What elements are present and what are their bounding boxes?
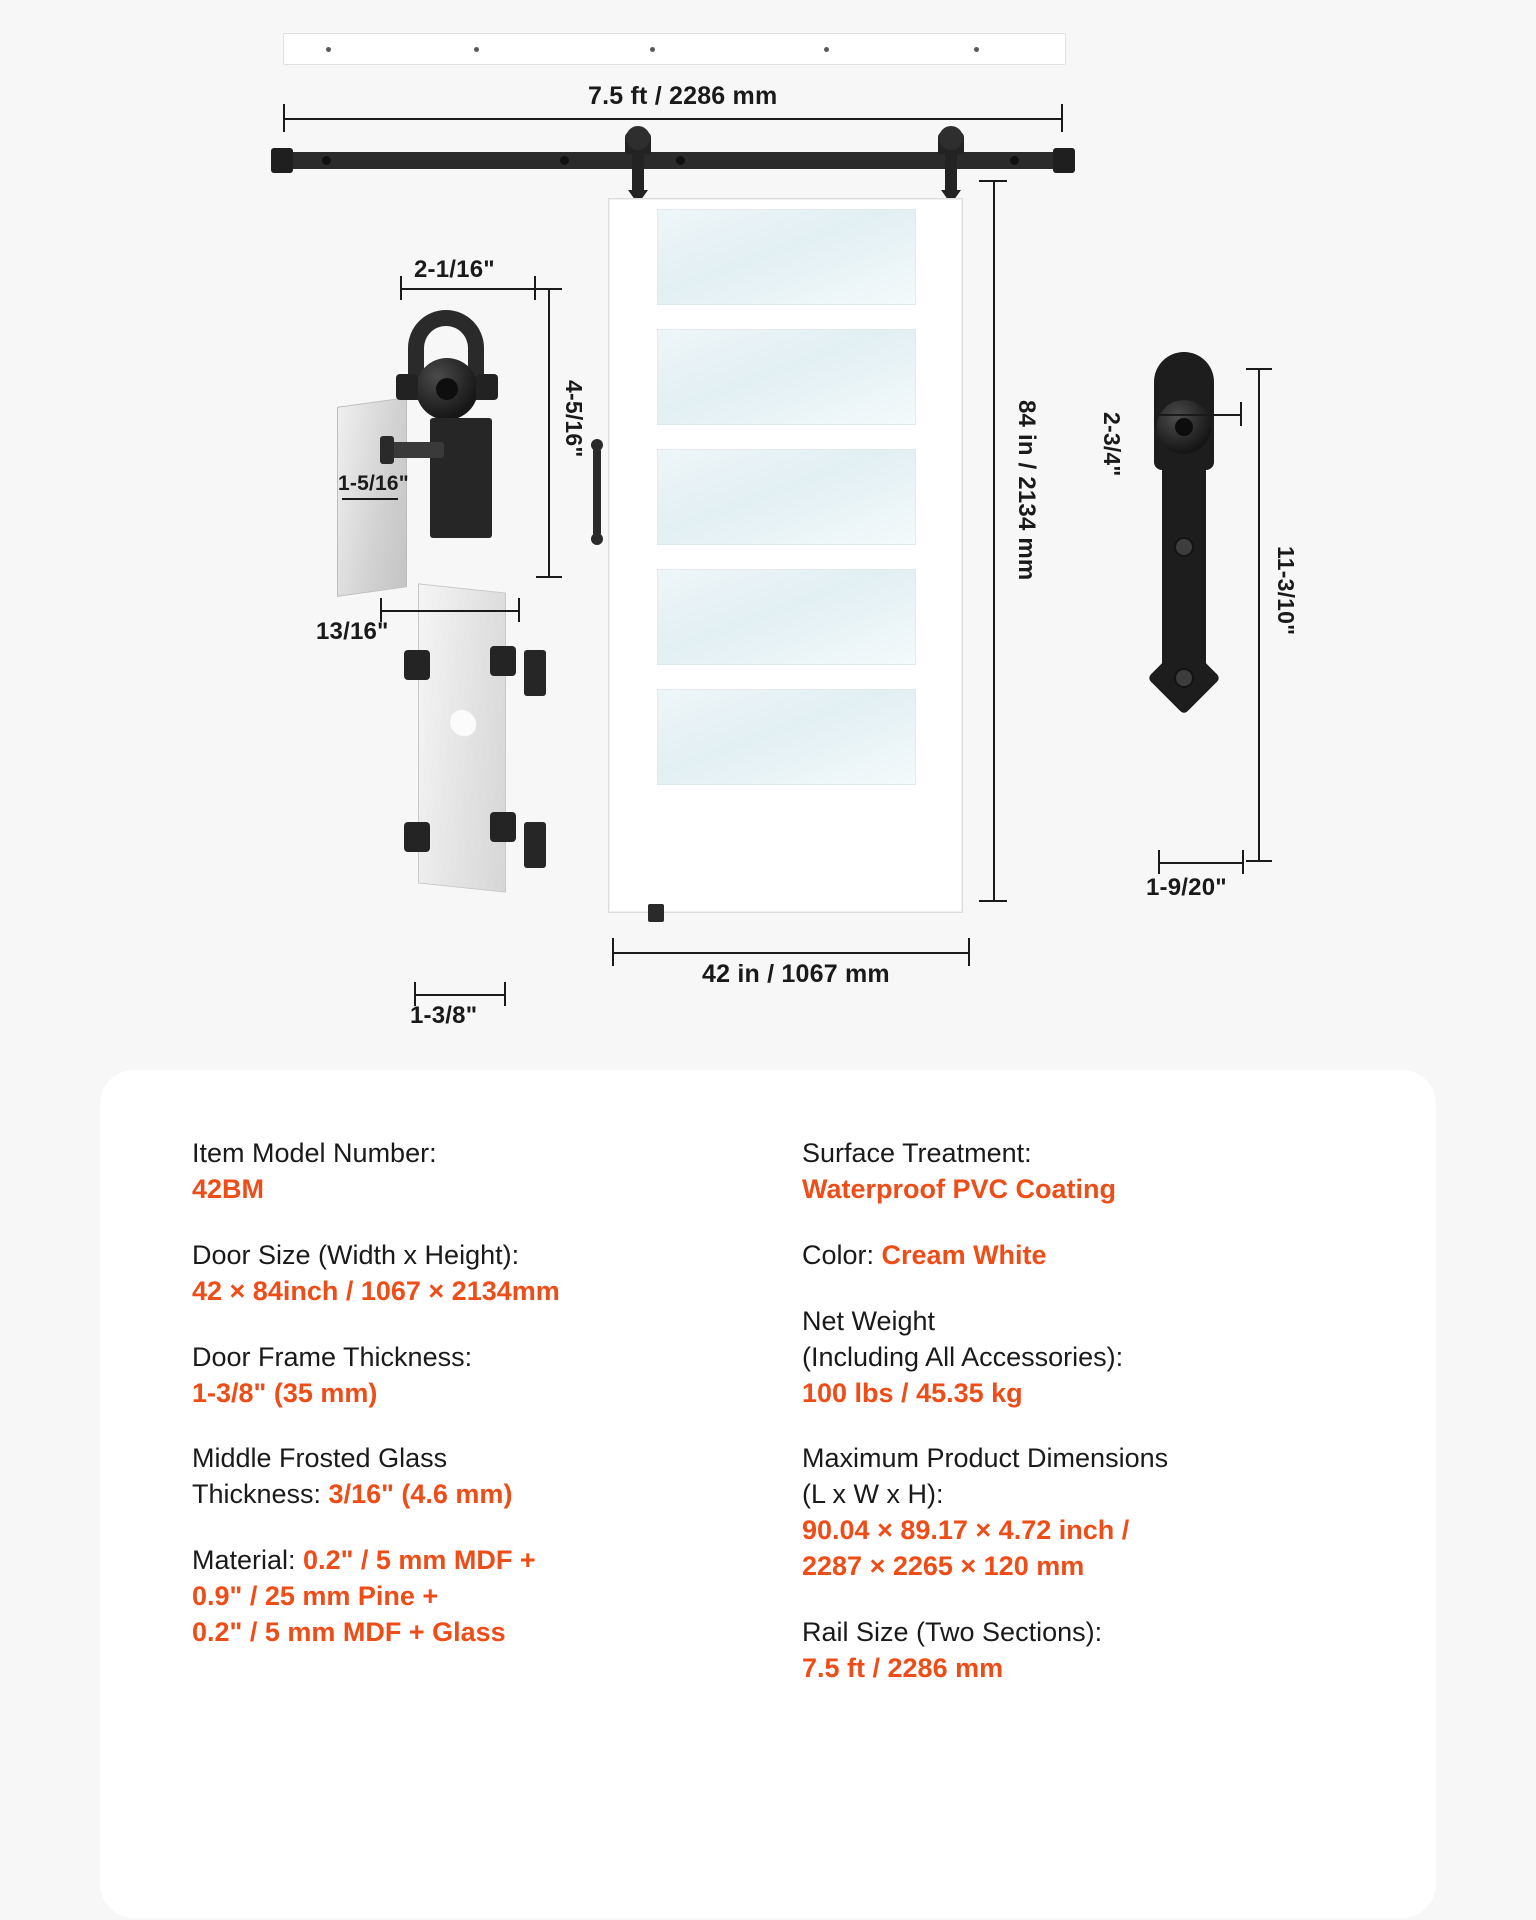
rail-bolt bbox=[676, 156, 685, 165]
door-handle bbox=[593, 447, 601, 537]
spec-value: Waterproof PVC Coating bbox=[802, 1173, 1116, 1204]
dim-tick bbox=[1154, 402, 1156, 426]
door-width-label: 42 in / 1067 mm bbox=[702, 960, 890, 988]
dim-tick bbox=[283, 104, 285, 132]
spec-label-2: Thickness: bbox=[192, 1479, 329, 1510]
spec-label: Item Model Number: bbox=[192, 1138, 437, 1168]
dim-tick bbox=[518, 598, 520, 622]
specifications-card bbox=[100, 1070, 1436, 1918]
roller-hanger-assembly bbox=[398, 310, 494, 590]
mount-hole bbox=[474, 47, 479, 52]
spec-item-net-weight bbox=[802, 1304, 1372, 1412]
strap-length-dimension-line bbox=[1258, 368, 1260, 862]
spec-label-2: (Including All Accessories): bbox=[802, 1341, 1124, 1372]
strap-bolt bbox=[1174, 537, 1194, 557]
spec-item-model-number bbox=[192, 1136, 762, 1208]
spec-item-glass-thickness bbox=[192, 1441, 762, 1513]
spec-label: Net Weight bbox=[802, 1305, 936, 1336]
spec-label: Rail Size (Two Sections): bbox=[802, 1617, 1103, 1648]
dim-tick bbox=[979, 900, 1007, 902]
spec-column-right bbox=[802, 1136, 1372, 1717]
hanger-stem bbox=[632, 150, 644, 192]
spec-column-left bbox=[192, 1136, 762, 1717]
glass-pane bbox=[657, 689, 916, 785]
rail-length-label: 7.5 ft / 2286 mm bbox=[588, 82, 778, 110]
spec-label: Color: bbox=[802, 1239, 882, 1270]
dim-tick bbox=[1242, 850, 1244, 874]
dim-tick bbox=[1061, 104, 1063, 132]
strap-wheel-width-label: 2-3/4" bbox=[1099, 412, 1125, 477]
dim-tick bbox=[979, 180, 1007, 182]
mount-hole bbox=[326, 47, 331, 52]
mount-hole bbox=[824, 47, 829, 52]
spec-value: 42 × 84inch / 1067 × 2134mm bbox=[192, 1275, 560, 1306]
spec-item-max-dimensions bbox=[802, 1441, 1372, 1585]
strap-tip-width-label: 1-9/20" bbox=[1146, 874, 1227, 901]
glass-pane bbox=[657, 329, 916, 425]
spec-value: 0.2" / 5 mm MDF + bbox=[303, 1545, 536, 1576]
spec-value: 42BM bbox=[192, 1173, 265, 1204]
hanger-block bbox=[430, 418, 492, 538]
roller-wheel-icon bbox=[939, 126, 963, 150]
mount-bolt bbox=[404, 650, 430, 680]
hanger-stem bbox=[945, 150, 957, 192]
door-knob bbox=[449, 708, 477, 739]
hanger-width-label: 2-1/16" bbox=[414, 256, 495, 283]
strap-length-label: 11-3/10" bbox=[1273, 546, 1299, 636]
plate-thickness-label: 13/16" bbox=[316, 618, 389, 645]
spec-value: 3/16" (4.6 mm) bbox=[328, 1479, 513, 1510]
spec-label: Surface Treatment: bbox=[802, 1138, 1032, 1168]
spec-label: Door Frame Thickness: bbox=[192, 1341, 473, 1372]
plate-thickness-dimension-line bbox=[380, 610, 520, 612]
glass-pane bbox=[657, 449, 916, 545]
dim-tick bbox=[536, 576, 562, 578]
spec-item-frame-thickness bbox=[192, 1340, 762, 1412]
spec-value: Cream White bbox=[881, 1239, 1047, 1270]
door-height-dimension-line bbox=[993, 180, 995, 900]
spec-value: 1-3/8" (35 mm) bbox=[192, 1377, 378, 1408]
rail-bolt bbox=[322, 156, 331, 165]
glass-pane bbox=[657, 569, 916, 665]
roller-wheel-icon bbox=[1157, 400, 1211, 454]
hanger-width-dimension-line bbox=[400, 288, 536, 290]
dim-tick bbox=[504, 982, 506, 1006]
mount-washer bbox=[524, 650, 546, 696]
spec-value-2: 2287 × 2265 × 120 mm bbox=[802, 1551, 1085, 1582]
frosted-glass-barn-door bbox=[608, 198, 963, 913]
spec-item-color bbox=[802, 1238, 1372, 1274]
dim-tick bbox=[400, 276, 402, 300]
door-edge-sample bbox=[418, 583, 506, 892]
door-width-dimension-line bbox=[612, 952, 970, 954]
spec-value: 90.04 × 89.17 × 4.72 inch / bbox=[802, 1515, 1130, 1546]
mount-hole bbox=[974, 47, 979, 52]
strap-body bbox=[1154, 352, 1214, 747]
hanger-height-label: 4-5/16" bbox=[561, 380, 587, 458]
mount-bolt bbox=[490, 646, 516, 676]
dim-tick bbox=[536, 288, 562, 290]
rail-length-dimension-line bbox=[283, 118, 1063, 120]
spec-label-2: (L x W x H): bbox=[802, 1479, 944, 1510]
spec-item-surface-treatment bbox=[802, 1136, 1372, 1208]
mount-bolt bbox=[490, 812, 516, 842]
roller-wheel-icon bbox=[416, 358, 478, 420]
door-thickness-label: 1-3/8" bbox=[410, 1002, 478, 1029]
spec-label: Material: bbox=[192, 1545, 304, 1576]
hanger-axle bbox=[390, 442, 444, 458]
spacer-offset-label: 1-5/16" bbox=[338, 472, 409, 495]
floor-guide bbox=[648, 904, 664, 922]
dim-tick bbox=[968, 938, 970, 966]
spec-label: Door Size (Width x Height): bbox=[192, 1239, 520, 1270]
strap-bolt bbox=[1174, 668, 1194, 688]
spec-value-3: 0.2" / 5 mm MDF + Glass bbox=[192, 1617, 506, 1648]
dim-tick bbox=[1246, 368, 1272, 370]
dim-tick bbox=[1158, 850, 1160, 874]
dim-tick bbox=[1246, 860, 1272, 862]
mount-bolt bbox=[404, 822, 430, 852]
spec-label: Maximum Product Dimensions bbox=[802, 1443, 1169, 1474]
wall-spacer-plate bbox=[337, 397, 407, 597]
rail-mount-plate bbox=[283, 33, 1066, 65]
hanger-axle-cap bbox=[380, 436, 394, 464]
spec-value: 7.5 ft / 2286 mm bbox=[802, 1652, 1004, 1683]
hanger-nut bbox=[476, 374, 498, 400]
strap-shank bbox=[1162, 462, 1206, 672]
spec-value: 100 lbs / 45.35 kg bbox=[802, 1377, 1023, 1408]
spec-item-material bbox=[192, 1543, 762, 1651]
spec-label: Middle Frosted Glass bbox=[192, 1443, 448, 1474]
dim-tick bbox=[1240, 402, 1242, 426]
dim-tick bbox=[612, 938, 614, 966]
mount-hole bbox=[650, 47, 655, 52]
hanger-nut bbox=[396, 374, 418, 400]
glass-pane bbox=[657, 209, 916, 305]
spec-item-rail-size bbox=[802, 1615, 1372, 1687]
rail-bolt bbox=[560, 156, 569, 165]
spacer-offset-dimension-line bbox=[342, 498, 398, 500]
hanger-height-dimension-line bbox=[548, 288, 550, 578]
spec-item-door-size bbox=[192, 1238, 762, 1310]
rail-bolt bbox=[1010, 156, 1019, 165]
door-thickness-dimension-line bbox=[414, 994, 506, 996]
spec-value-2: 0.9" / 25 mm Pine + bbox=[192, 1581, 439, 1612]
strap-wheel-width-dimension-line bbox=[1154, 414, 1242, 416]
door-height-label: 84 in / 2134 mm bbox=[1013, 400, 1040, 581]
strap-tip-width-dimension-line bbox=[1158, 862, 1244, 864]
mount-washer bbox=[524, 822, 546, 868]
roller-wheel-icon bbox=[626, 126, 650, 150]
